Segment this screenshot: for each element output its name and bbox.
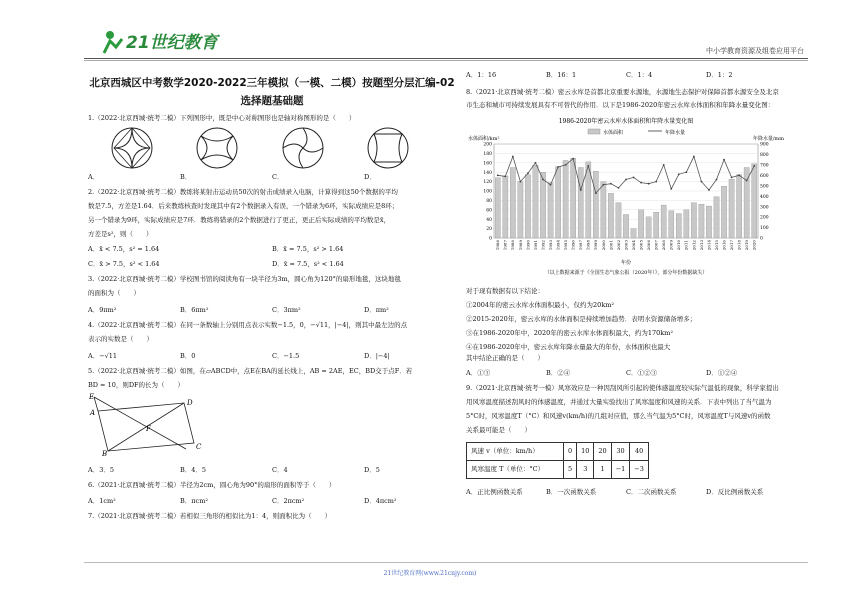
q8-line2: 市生态和城市可持续发展具有不可替代的作用．以下是1986-2020年密云水库水体面积和年降水量变化图： [466, 101, 775, 109]
chart-bar-water-area [593, 171, 598, 238]
q6-stem: 6.（2021·北京西城·统考二模）半径为2cm，圆心角为90°的扇形的面积等于（ ） [88, 481, 336, 489]
chart-x-tick-label: 1986 [495, 240, 501, 251]
q1-option-d[interactable]: D． [364, 173, 376, 181]
q5-options [88, 465, 456, 476]
q7-option-b[interactable]: B．16：1 [546, 71, 577, 79]
chart-point-rainfall [587, 165, 589, 167]
chart-bar-water-area [646, 217, 651, 238]
q7-option-a[interactable]: A．1：16 [466, 71, 497, 79]
chart-point-rainfall [618, 187, 620, 189]
q8-line1: 8.（2021·北京西城·统考二模）密云水库是首都北京重要水源地，水源地生态保护对保障首都水源安全及北京 [466, 88, 779, 96]
chart-left-tick-label: 0 [489, 236, 492, 242]
q8-statement-3: ③在1986-2020年中，2020年的密云水库水体面积最大，约为170km² [466, 329, 673, 337]
chart-bar-water-area [571, 158, 576, 238]
chart-right-tick-label: 700 [760, 163, 769, 169]
q9-row2-cell: 3 [577, 461, 594, 479]
chart-bar-water-area [737, 175, 742, 238]
q3-options [88, 305, 456, 316]
chart-x-tick-label: 1990 [525, 240, 531, 251]
q4-option-b[interactable]: B．0 [180, 352, 196, 360]
q5-option-a[interactable]: A．3．5 [88, 466, 114, 474]
chart-left-tick-label: 20 [486, 227, 492, 233]
q9-row1-cell: 30 [611, 443, 630, 461]
q5-label-f: F [146, 425, 151, 433]
q6-option-d[interactable]: D．4πcm² [364, 497, 397, 505]
q5-line2: BD = 10，则DF的长为（ ） [88, 381, 185, 389]
q9-row2-cell: 5 [564, 461, 577, 479]
q9-row2-cell: −3 [630, 461, 649, 479]
footer-divider [84, 562, 808, 563]
chart-point-rainfall [535, 162, 537, 164]
site-logo [100, 27, 230, 55]
chart-bar-water-area [578, 168, 583, 239]
chart-ylabel-left: 水体面积/km² [468, 136, 500, 142]
chart-right-tick-label: 0 [760, 236, 763, 242]
q9-row1-label: 风速 v（单位：km/h） [467, 443, 564, 461]
chart-left-tick-label: 100 [483, 189, 492, 195]
legend-label-area: 水体面积 [603, 130, 624, 136]
chart-point-rainfall [610, 183, 612, 185]
chart-bar-water-area [744, 168, 749, 239]
chart-bar-water-area [654, 212, 659, 238]
q5-option-d[interactable]: D．5 [364, 466, 380, 474]
chart-x-tick-label: 1997 [578, 240, 584, 251]
chart-bar-water-area [661, 205, 666, 238]
chart-left-tick-label: 60 [486, 208, 492, 214]
q3-line1: 3.（2022·北京西城·统考二模）学校图书馆的阅读角有一块半径为3m，圆心角为120°的扇形地毯，这块地毯 [88, 275, 401, 283]
chart-right-tick-label: 900 [760, 142, 769, 148]
q2-option-b[interactable]: B．x̄ = 7.5，s² > 1.64 [272, 245, 344, 253]
chart-x-tick-label: 2000 [600, 240, 606, 251]
chart-point-rainfall [633, 177, 635, 179]
chart-point-rainfall [655, 181, 657, 183]
q3-option-a[interactable]: A．9πm² [88, 306, 117, 314]
chart-x-tick-label: 2020 [751, 240, 757, 251]
header-tagline: 中小学教育资源及组卷应用平台 [706, 47, 804, 55]
legend-swatch-area [588, 129, 600, 134]
chart-bar-water-area [676, 214, 681, 238]
q6-option-a[interactable]: A．1cm² [88, 497, 116, 505]
q2-line4: 方差是s²，则（ ） [88, 230, 153, 238]
chart-x-tick-label: 1993 [547, 240, 553, 251]
q8-statement-1: ①2004年的密云水库水体面积最小，仅约为20km² [466, 301, 615, 309]
chart-bar-water-area [540, 172, 545, 238]
chart-bar-water-area [706, 206, 711, 238]
chart-bar-water-area [525, 175, 530, 238]
q9-table-row-speed [467, 443, 649, 461]
chart-point-rainfall [542, 179, 544, 181]
q9-option-d[interactable]: D．反比例函数关系 [706, 488, 764, 496]
q5-parallelogram-figure [88, 393, 218, 459]
chart-x-tick-label: 2005 [638, 240, 644, 251]
legend-label-rain: 年降水量 [665, 130, 686, 136]
q1-option-c[interactable]: C． [272, 173, 284, 181]
q9-option-b[interactable]: B．一次函数关系 [546, 488, 597, 496]
chart-point-rainfall [708, 189, 710, 191]
q2-line3: 另一个错录为9环，实际成绩应是7环．教练将错录的2个数据进行了更正，更正后实际成绩的平均数是x̄， [88, 216, 391, 224]
chart-bar-water-area [631, 229, 636, 238]
q9-row1-cell: 40 [630, 443, 649, 461]
chart-left-tick-label: 200 [483, 142, 492, 148]
chart-x-tick-label: 2003 [623, 240, 629, 251]
q9-line3: 5°C时，风寒温度T（°C）和风速v(km/h)的几组对应值，那么当气温为5°C时，风寒温度T与风速v的函数 [466, 412, 771, 420]
doc-title-line2: 选择题基础题 [240, 95, 304, 107]
chart-bar-water-area [623, 215, 628, 239]
chart-point-rainfall [746, 180, 748, 182]
chart-title: 1986-2020年密云水库水体面积和年降水量变化图 [558, 118, 694, 125]
chart-point-rainfall [723, 159, 725, 161]
q1-stem: 1.（2022·北京西城·统考二模）下列图形中，既是中心对称图形也是轴对称图形的是（ ） [88, 114, 356, 122]
q6-option-c[interactable]: C．2πcm² [272, 497, 305, 505]
chart-ylabel-right: 年降水量/mm [752, 136, 784, 142]
chart-point-rainfall [753, 165, 755, 167]
q9-table-row-temp [467, 461, 649, 479]
chart-point-rainfall [701, 181, 703, 183]
chart-bar-water-area [669, 211, 674, 238]
chart-x-tick-label: 1994 [555, 240, 561, 251]
q2-option-c[interactable]: C．x̄ > 7.5，s² < 1.64 [88, 260, 160, 268]
q9-row2-cell: −1 [611, 461, 630, 479]
q2-option-d[interactable]: D．x̄ = 7.5，s² < 1.64 [272, 260, 344, 268]
chart-point-rainfall [663, 164, 665, 166]
q9-line1: 9.（2021·北京西城·统考一模）风寒效应是一种因刮风所引起的使体感温度较实际气温低的现象，科学家提出 [466, 384, 779, 392]
chart-x-tick-label: 2001 [608, 240, 614, 251]
chart-point-rainfall [685, 171, 687, 173]
chart-x-tick-label: 2011 [683, 240, 689, 251]
chart-bar-water-area [563, 160, 568, 238]
chart-x-tick-label: 2012 [691, 240, 697, 251]
chart-point-rainfall [678, 173, 680, 175]
q5-label-b: B [102, 450, 108, 458]
chart-point-rainfall [716, 179, 718, 181]
chart-point-rainfall [497, 174, 499, 176]
chart-point-rainfall [527, 172, 529, 174]
chart-point-rainfall [731, 177, 733, 179]
q6-option-b[interactable]: B．πcm² [180, 497, 208, 505]
chart-bar-water-area [533, 165, 538, 238]
chart-x-tick-label: 2008 [661, 240, 667, 251]
chart-x-tick-label: 1998 [585, 240, 591, 251]
chart-x-tick-label: 2013 [698, 240, 704, 251]
chart-point-rainfall [557, 166, 559, 168]
chart-x-tick-label: 1999 [593, 240, 599, 251]
chart-bar-water-area [503, 176, 508, 238]
q4-option-c[interactable]: C．−1.5 [272, 352, 300, 360]
q9-row2-cell: 1 [594, 461, 611, 479]
chart-point-rainfall [693, 156, 695, 158]
q9-line2: 用风寒温度描述刮风时的体感温度，并通过大量实验找出了风寒温度和风速的关系．下表中列出了当气温为 [466, 398, 772, 406]
q8-statement-2: ②2015-2020年，密云水库的水体面积是持续增加趋势．表明水资源储备增多； [466, 315, 697, 323]
chart-point-rainfall [670, 188, 672, 190]
chart-point-rainfall [738, 174, 740, 176]
q5-label-a: A [90, 409, 96, 417]
chart-x-tick-label: 1987 [502, 240, 508, 251]
q9-row1-cell: 10 [577, 443, 594, 461]
chart-bar-water-area [601, 182, 606, 238]
chart-x-tick-label: 1989 [517, 240, 523, 251]
q8-option-b[interactable]: B．②④ [546, 369, 571, 377]
q8-option-a[interactable]: A．①③ [466, 369, 491, 377]
chart-right-tick-label: 600 [760, 173, 769, 179]
q5-label-e: E [89, 393, 95, 401]
q7-option-c[interactable]: C．1：4 [626, 71, 653, 79]
chart-left-tick-label: 180 [483, 152, 492, 157]
chart-bar-water-area [752, 164, 757, 238]
chart-right-tick-label: 300 [760, 205, 769, 211]
chart-bar-water-area [684, 210, 689, 238]
chart-bar-water-area [729, 179, 734, 238]
chart-x-tick-label: 1992 [540, 240, 546, 251]
q9-row1-cell: 20 [594, 443, 611, 461]
chart-x-tick-label: 2010 [676, 240, 682, 251]
page-header [0, 0, 860, 66]
q1-option-a[interactable]: A． [88, 173, 100, 181]
q4-line2: 表示的实数是（ ） [88, 335, 153, 343]
q5-label-c: C [196, 443, 202, 451]
q9-option-c[interactable]: C．二次函数关系 [626, 488, 677, 496]
q2-options-row2 [88, 259, 456, 270]
chart-point-rainfall [595, 192, 597, 194]
chart-left-tick-label: 40 [486, 217, 492, 223]
chart-x-tick-label: 2016 [721, 240, 727, 251]
q2-line1: 2.（2022·北京西城·统考二模）教练将某射击运动员50次的射击成绩录入电脑，计算得到这50个数据的平均 [88, 188, 398, 196]
q1-figure-c [281, 126, 325, 170]
chart-point-rainfall [572, 158, 574, 160]
q8-ask: 其中结论正确的是（ ） [466, 354, 544, 362]
q2-line2: 数是7.5，方差是1.64．后来教练核查时发现其中有2个数据录入有误，一个错录为6环，实际成绩应是8环； [88, 202, 399, 210]
q9-row1-cell: 0 [564, 443, 577, 461]
chart-bar-water-area [548, 183, 553, 238]
chart-bar-water-area [691, 203, 696, 238]
chart-bar-water-area [510, 168, 515, 239]
chart-left-tick-label: 120 [483, 180, 492, 186]
chart-bar-water-area [518, 182, 523, 238]
chart-right-tick-label: 100 [760, 226, 769, 232]
q5-label-d: D [187, 399, 193, 407]
chart-left-tick-label: 80 [486, 199, 492, 204]
chart-bar-water-area [699, 204, 704, 238]
q9-option-a[interactable]: A．正比例函数关系 [466, 488, 523, 496]
q7-options [466, 70, 786, 81]
chart-point-rainfall [580, 189, 582, 191]
chart-bar-water-area [714, 197, 719, 238]
q8-option-d[interactable]: D．①②④ [706, 369, 738, 377]
q1-options [88, 172, 456, 183]
chart-point-rainfall [640, 182, 642, 184]
chart-bar-water-area [721, 186, 726, 238]
q1-figure-a [110, 126, 154, 170]
q5-option-c[interactable]: C．4 [272, 466, 288, 474]
q7-option-d[interactable]: D．1：2 [706, 71, 733, 79]
chart-x-tick-label: 2004 [630, 240, 636, 251]
chart-bar-water-area [616, 203, 621, 238]
q8-options [466, 368, 786, 379]
header-divider [84, 58, 808, 59]
chart-x-tick-label: 1995 [563, 240, 569, 251]
q3-option-c[interactable]: C．3πm² [272, 306, 301, 314]
footer-link[interactable]: 21世纪教育网(www.21cnjy.com) [383, 570, 477, 577]
q9-row2-label: 风寒温度 T（单位：°C） [467, 461, 564, 479]
doc-title-line1: 北京西城区中考数学2020-2022三年模拟（一模、二模）按题型分层汇编-02 [89, 77, 455, 89]
chart-x-tick-label: 2009 [668, 240, 674, 251]
q1-figure-d [366, 126, 410, 170]
chart-x-tick-label: 2006 [646, 240, 652, 251]
chart-left-tick-label: 140 [483, 170, 492, 176]
q5-option-b[interactable]: B．4．5 [180, 466, 207, 474]
chart-x-tick-label: 2007 [653, 240, 659, 251]
q9-table [466, 442, 649, 479]
chart-bar-water-area [608, 193, 613, 238]
chart-x-tick-label: 1988 [510, 240, 516, 251]
q1-figures [110, 126, 410, 170]
q5-line1: 5.（2022·北京西城·统考二模）如图，在▱ABCD中，点E在BA的延长线上，AB = 2AE，EC，BD交于点F．若 [88, 367, 413, 375]
q1-option-b[interactable]: B． [180, 173, 192, 181]
chart-x-tick-label: 2018 [736, 240, 742, 251]
q2-options-row1 [88, 244, 456, 255]
chart-right-tick-label: 800 [760, 153, 769, 159]
q4-option-a[interactable]: A．−√11 [88, 352, 118, 360]
header-divider-thin [84, 60, 808, 61]
q2-option-a[interactable]: A．x̄ < 7.5，s² = 1.64 [88, 245, 160, 253]
chart-bar-water-area [555, 167, 560, 238]
chart-point-rainfall [512, 156, 514, 158]
chart-right-tick-label: 400 [760, 194, 769, 200]
q9-line4: 关系最可能是（ ） [466, 426, 531, 434]
q8-intro: 对于现有数据有以下结论： [466, 287, 544, 295]
q8-option-c[interactable]: C．①②③ [626, 369, 657, 377]
chart-right-tick-label: 500 [760, 184, 769, 190]
chart-x-tick-label: 2002 [615, 240, 621, 251]
chart-xlabel: 年份 [620, 260, 632, 266]
logo-text: 21世纪教育 [126, 33, 218, 53]
q7-stem: 7.（2021·北京西城·统考二模）若相似三角形的相似比为1：4，则面积比为（ ） [88, 512, 332, 520]
chart-bar-water-area [638, 210, 643, 238]
chart-x-tick-label: 2019 [744, 240, 750, 251]
chart-x-tick-label: 2014 [706, 240, 712, 251]
chart-point-rainfall [648, 183, 650, 185]
q4-option-d[interactable]: D．|−4| [364, 352, 390, 360]
chart-point-rainfall [520, 181, 522, 183]
q3-line2: 的面积为（ ） [88, 289, 140, 297]
chart-left-tick-label: 160 [483, 161, 492, 167]
chart-right-tick-label: 200 [760, 215, 769, 221]
q4-options [88, 351, 456, 362]
chart-x-tick-label: 2017 [729, 240, 734, 251]
right-column [466, 70, 786, 502]
q8-chart [466, 114, 786, 280]
chart-x-tick-label: 1991 [532, 240, 538, 251]
chart-point-rainfall [550, 184, 552, 186]
chart-point-rainfall [504, 175, 506, 177]
chart-point-rainfall [602, 184, 604, 186]
q6-options [88, 496, 456, 507]
left-column [88, 66, 456, 522]
chart-point-rainfall [625, 179, 627, 181]
chart-source-note: （以上数据来源于《全国生态气象公报（2020年）》，部分年份数据缺失） [544, 270, 708, 276]
q8-statement-4: ④在1986-2020年中，密云水库年降水量最大的年份，水体面积也最大 [466, 343, 671, 351]
chart-x-tick-label: 2015 [713, 240, 719, 251]
q9-options [466, 487, 786, 498]
q3-option-b[interactable]: B．6πm² [180, 306, 209, 314]
q1-figure-b [195, 126, 239, 170]
chart-x-tick-label: 1996 [570, 240, 576, 251]
chart-bar-water-area [495, 178, 500, 238]
q4-line1: 4.（2022·北京西城·统考二模）在同一条数轴上分别用点表示实数−1.5，0，−√11，|−4|，则其中最左边的点 [88, 321, 408, 329]
q3-option-d[interactable]: D．πm² [364, 306, 389, 314]
chart-point-rainfall [565, 164, 567, 166]
